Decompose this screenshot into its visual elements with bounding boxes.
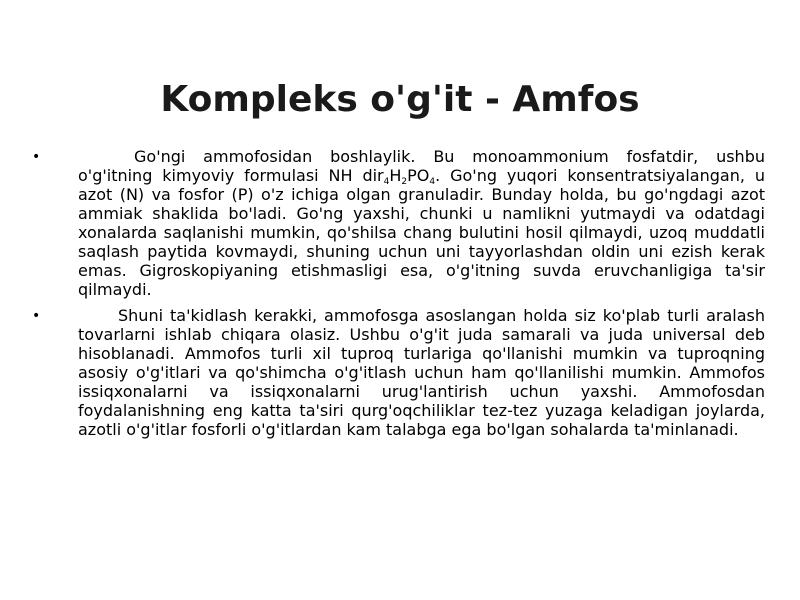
formula-part-po: PO <box>407 166 430 185</box>
bullet-dot-icon: • <box>32 308 41 324</box>
formula-subscript-1: 4 <box>383 177 390 187</box>
bullet-item-1 <box>30 147 765 299</box>
bullet-2-text-body: Shuni ta'kidlash kerakki, ammofosga asoslangan holda siz ko'plab turli aralash tovarlarni ishlab chiqara olasiz. Ushbu o'g'it juda samarali va juda universal deb hisoblanadi. Ammofos turli xil tuproq turlariga qo'llanishi mumkin va tuproqning asosiy o'g'itlari va qo'shimcha o'g'itlash uchun ham qo'llanilishi mumkin. Ammofos issiqxonalarni va issiqxonalarni urug'lantirish uchun yaxshi. Ammofosdan foydalanishning eng katta ta'siri qurg'oqchiliklar tez-tez yuzaga keladigan joylarda, azotli o'g'itlar fosforli o'g'itlardan kam talabga ega bo'lgan sohalarda ta'minlanadi. <box>78 306 765 439</box>
bullet-2-text <box>78 306 765 439</box>
formula-subscript-3: 4 <box>429 177 436 187</box>
formula-part-h: H <box>389 166 402 185</box>
bullet-item-2 <box>30 306 765 439</box>
bullet-1-text-after: . Go'ng yuqori konsentratsiyalangan, u azot (N) va fosfor (P) o'z ichiga olgan granuladir. Bunday holda, bu go'ngdagi azot ammiak shaklida bo'ladi. Go'ng yaxshi, chunki u namlikni yutmaydi va odatdagi xonalarda saqlanishi mumkin, qo'shilsa chang bulutini hosil qilmaydi, uzoq muddatli saqlash paytida kovmaydi, shuning uchun uni tayyorlashdan oldin uni ezish kerak emas. Gigroskopiyaning etishmasligi esa, o'g'itning suvda eruvchanligiga ta'sir qilmaydi. <box>78 166 765 299</box>
bullet-list <box>30 147 765 446</box>
formula-subscript-2: 2 <box>401 177 408 187</box>
slide-title: Kompleks o'g'it - Amfos <box>160 79 640 121</box>
bullet-1-text-before: Go'ngi ammofosidan boshlaylik. Bu monoammonium fosfatdir, ushbu o'g'itning kimyoviy formulasi NH dir <box>78 147 765 185</box>
bullet-dot-icon: • <box>32 149 41 165</box>
bullet-1-text <box>78 147 765 299</box>
